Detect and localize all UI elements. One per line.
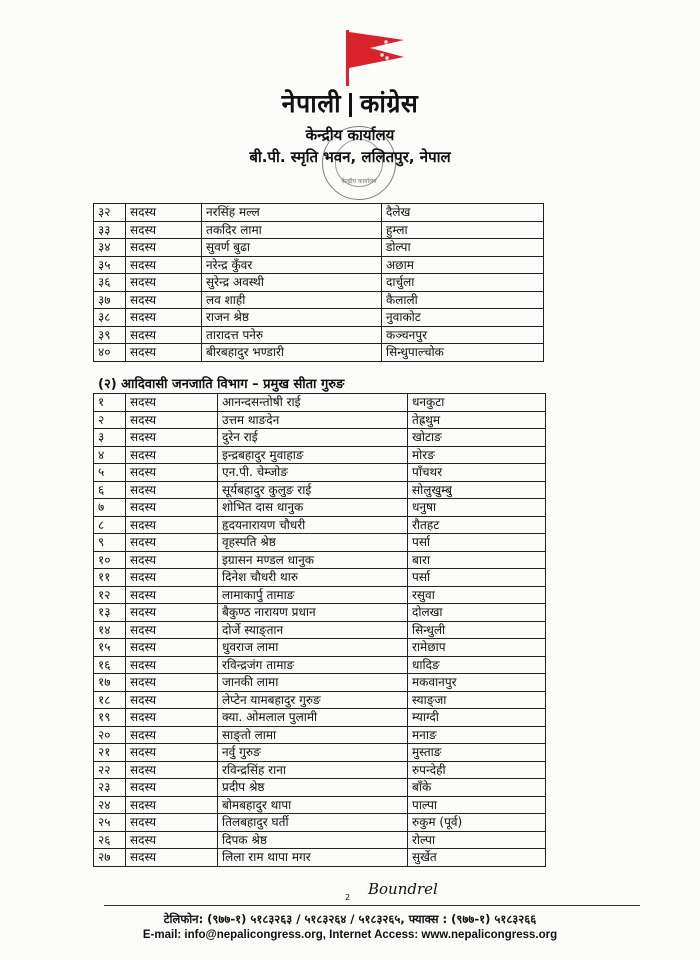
cell-name: आनन्दसन्तोषी राई — [218, 394, 408, 412]
cell-name: राजन श्रेष्ठ — [202, 309, 382, 327]
cell-district: बाँके — [408, 779, 546, 797]
org-name-right: कांग्रेस — [360, 89, 419, 118]
cell-district: पर्सा — [408, 534, 546, 552]
cell-num: ३८ — [94, 309, 126, 327]
office-address: बी.पी. स्मृति भवन, ललितपुर, नेपाल — [249, 148, 451, 166]
cell-num: ११ — [94, 569, 126, 587]
table-row — [94, 221, 544, 239]
cell-num: १९ — [94, 709, 126, 727]
cell-role: सदस्य — [126, 309, 202, 327]
cell-district: मुस्ताङ — [408, 744, 546, 762]
cell-role: सदस्य — [126, 551, 218, 569]
cell-role: सदस्य — [126, 516, 218, 534]
cell-role: सदस्य — [126, 256, 202, 274]
cell-num: १३ — [94, 604, 126, 622]
cell-num: २७ — [94, 849, 126, 867]
cell-num: १४ — [94, 621, 126, 639]
cell-role: सदस्य — [126, 726, 218, 744]
cell-district: धनकुटा — [408, 394, 546, 412]
cell-district: मकवानपुर — [408, 674, 546, 692]
cell-district: तेह्रथुम — [408, 411, 546, 429]
table-row — [94, 429, 546, 447]
cell-district: सिन्धुपाल्चोक — [382, 344, 544, 362]
cell-role: सदस्य — [126, 446, 218, 464]
cell-district: मोरङ — [408, 446, 546, 464]
table-row — [94, 639, 546, 657]
cell-num: १६ — [94, 656, 126, 674]
table-row — [94, 516, 546, 534]
table-row — [94, 499, 546, 517]
org-name — [0, 86, 700, 120]
cell-num: १८ — [94, 691, 126, 709]
cell-district: धादिङ — [408, 656, 546, 674]
table-row — [94, 744, 546, 762]
cell-num: ३२ — [94, 204, 126, 222]
cell-district: रसुवा — [408, 586, 546, 604]
section-2-heading: (२) आदिवासी जनजाति विभाग – प्रमुख सीता गुरुङ — [98, 377, 345, 392]
table-row — [94, 779, 546, 797]
footer-divider — [104, 905, 640, 906]
cell-district: दोलखा — [408, 604, 546, 622]
table-row — [94, 326, 544, 344]
cell-role: सदस्य — [126, 239, 202, 257]
cell-district: बारा — [408, 551, 546, 569]
cell-district: पाल्पा — [408, 796, 546, 814]
signature-mark: 2 — [345, 893, 351, 902]
cell-num: २६ — [94, 831, 126, 849]
cell-district: मनाङ — [408, 726, 546, 744]
cell-num: ४ — [94, 446, 126, 464]
cell-district: कञ्चनपुर — [382, 326, 544, 344]
cell-name: तकदिर लामा — [202, 221, 382, 239]
cell-name: सूर्यबहादुर कुलुङ राई — [218, 481, 408, 499]
cell-name: उत्तम थाङदेन — [218, 411, 408, 429]
table-row — [94, 569, 546, 587]
cell-role: सदस्य — [126, 586, 218, 604]
cell-role: सदस्य — [126, 656, 218, 674]
table-row — [94, 446, 546, 464]
cell-num: २१ — [94, 744, 126, 762]
table-row — [94, 239, 544, 257]
cell-num: १२ — [94, 586, 126, 604]
member-table-2-body — [94, 394, 546, 867]
cell-num: ३९ — [94, 326, 126, 344]
cell-name: जानकी लामा — [218, 674, 408, 692]
cell-role: सदस्य — [126, 221, 202, 239]
cell-district: म्याग्दी — [408, 709, 546, 727]
footer-contact: E-mail: info@nepalicongress.org, Internet Access: www.nepalicongress.org — [142, 929, 558, 941]
cell-name: धुवराज लामा — [218, 639, 408, 657]
footer-phone: टेलिफोन: (९७७-१) ५१८३२६३ / ५१८३२६४ / ५१८३२६५, फ्याक्स : (९७७-१) ५१८३२६६ — [163, 912, 537, 926]
cell-name: नरेन्द्र कुँवर — [202, 256, 382, 274]
cell-name: बीरबहादुर भण्डारी — [202, 344, 382, 362]
cell-num: ४० — [94, 344, 126, 362]
cell-role: सदस्य — [126, 464, 218, 482]
cell-num: ३ — [94, 429, 126, 447]
cell-name: हृदयनारायण चौधरी — [218, 516, 408, 534]
member-table-1 — [93, 203, 544, 362]
cell-role: सदस्य — [126, 849, 218, 867]
cell-name: एन.पी. चेम्जोङ — [218, 464, 408, 482]
cell-district: अछाम — [382, 256, 544, 274]
table-row — [94, 309, 544, 327]
table-row — [94, 256, 544, 274]
cell-name: क्या. ओमलाल पुलामी — [218, 709, 408, 727]
cell-district: खोटाङ — [408, 429, 546, 447]
cell-role: सदस्य — [126, 344, 202, 362]
table-row — [94, 586, 546, 604]
cell-name: रविन्द्रसिंह राना — [218, 761, 408, 779]
cell-name: शोभित दास धानुक — [218, 499, 408, 517]
cell-district: धनुषा — [408, 499, 546, 517]
table-row — [94, 709, 546, 727]
org-name-left: नेपाली — [281, 89, 342, 118]
table-row — [94, 621, 546, 639]
table-row — [94, 344, 544, 362]
cell-name: नरसिंह मल्ल — [202, 204, 382, 222]
cell-role: सदस्य — [126, 709, 218, 727]
cell-num: १० — [94, 551, 126, 569]
cell-name: बैकुण्ठ नारायण प्रधान — [218, 604, 408, 622]
cell-district: नुवाकोट — [382, 309, 544, 327]
cell-district: रुपन्देही — [408, 761, 546, 779]
cell-name: तिलबहादुर घर्ती — [218, 814, 408, 832]
table-row — [94, 674, 546, 692]
cell-num: ३७ — [94, 291, 126, 309]
cell-role: सदस्य — [126, 429, 218, 447]
cell-num: ७ — [94, 499, 126, 517]
cell-num: ३३ — [94, 221, 126, 239]
cell-name: दोर्जे स्याङ्तान — [218, 621, 408, 639]
cell-role: सदस्य — [126, 831, 218, 849]
cell-num: २४ — [94, 796, 126, 814]
cell-district: रामेछाप — [408, 639, 546, 657]
cell-role: सदस्य — [126, 691, 218, 709]
table-row — [94, 291, 544, 309]
table-row — [94, 551, 546, 569]
cell-district: पाँचथर — [408, 464, 546, 482]
cell-num: ८ — [94, 516, 126, 534]
cell-num: १७ — [94, 674, 126, 692]
cell-name: नर्वु गुरुङ — [218, 744, 408, 762]
signature: Boundrel — [368, 880, 438, 898]
cell-district: स्याङ्जा — [408, 691, 546, 709]
cell-name: लव शाही — [202, 291, 382, 309]
cell-num: २३ — [94, 779, 126, 797]
cell-role: सदस्य — [126, 796, 218, 814]
table-row — [94, 814, 546, 832]
cell-district: हुम्ला — [382, 221, 544, 239]
cell-district: कैलाली — [382, 291, 544, 309]
cell-role: सदस्य — [126, 744, 218, 762]
cell-name: दिनेश चौधरी थारु — [218, 569, 408, 587]
cell-name: साङ्तो लामा — [218, 726, 408, 744]
office-seal-text: केन्द्रीय कार्यालय — [341, 178, 377, 185]
cell-district: रौतहट — [408, 516, 546, 534]
cell-district: रुकुम (पूर्व) — [408, 814, 546, 832]
cell-role: सदस्य — [126, 411, 218, 429]
office-title: केन्द्रीय कार्यालय — [305, 126, 395, 144]
cell-district: पर्सा — [408, 569, 546, 587]
cell-name: वृहस्पति श्रेष्ठ — [218, 534, 408, 552]
cell-name: सुवर्ण बुढा — [202, 239, 382, 257]
cell-num: ५ — [94, 464, 126, 482]
cell-name: बोमबहादुर थापा — [218, 796, 408, 814]
cell-num: ३६ — [94, 274, 126, 292]
cell-role: सदस्य — [126, 481, 218, 499]
cell-name: दुरेन राई — [218, 429, 408, 447]
cell-num: ३५ — [94, 256, 126, 274]
cell-role: सदस्य — [126, 621, 218, 639]
cell-num: १ — [94, 394, 126, 412]
table-row — [94, 831, 546, 849]
cell-name: दिपक श्रेष्ठ — [218, 831, 408, 849]
cell-num: २० — [94, 726, 126, 744]
cell-district: डोल्पा — [382, 239, 544, 257]
cell-role: सदस्य — [126, 534, 218, 552]
cell-role: सदस्य — [126, 394, 218, 412]
cell-role: सदस्य — [126, 674, 218, 692]
cell-role: सदस्य — [126, 761, 218, 779]
cell-district: दार्चुला — [382, 274, 544, 292]
cell-name: सुरेन्द्र अवस्थी — [202, 274, 382, 292]
cell-name: रविन्द्रजंग तामाङ — [218, 656, 408, 674]
cell-name: तारादत्त पनेरु — [202, 326, 382, 344]
member-table-2 — [93, 393, 546, 867]
cell-role: सदस्य — [126, 326, 202, 344]
cell-name: लिला राम थापा मगर — [218, 849, 408, 867]
cell-district: रोल्पा — [408, 831, 546, 849]
table-row — [94, 464, 546, 482]
table-row — [94, 726, 546, 744]
table-row — [94, 411, 546, 429]
table-row — [94, 204, 544, 222]
cell-role: सदस्य — [126, 204, 202, 222]
cell-num: २२ — [94, 761, 126, 779]
cell-district: सिन्धुली — [408, 621, 546, 639]
cell-num: १५ — [94, 639, 126, 657]
cell-role: सदस्य — [126, 569, 218, 587]
cell-role: सदस्य — [126, 639, 218, 657]
cell-role: सदस्य — [126, 779, 218, 797]
cell-num: २ — [94, 411, 126, 429]
cell-name: प्रदीप श्रेष्ठ — [218, 779, 408, 797]
table-row — [94, 761, 546, 779]
cell-district: सुर्खेत — [408, 849, 546, 867]
table-row — [94, 534, 546, 552]
cell-role: सदस्य — [126, 604, 218, 622]
org-name-separator — [349, 93, 352, 117]
table-row — [94, 849, 546, 867]
cell-num: ३४ — [94, 239, 126, 257]
table-row — [94, 274, 544, 292]
table-row — [94, 394, 546, 412]
member-table-1-body — [94, 204, 544, 362]
cell-role: सदस्य — [126, 274, 202, 292]
cell-role: सदस्य — [126, 814, 218, 832]
cell-role: सदस्य — [126, 499, 218, 517]
table-row — [94, 604, 546, 622]
cell-name: इग्रासन मण्डल धानुक — [218, 551, 408, 569]
cell-num: ६ — [94, 481, 126, 499]
cell-name: इन्द्रबहादुर मुवाहाङ — [218, 446, 408, 464]
cell-role: सदस्य — [126, 291, 202, 309]
table-row — [94, 796, 546, 814]
cell-district: दैलेख — [382, 204, 544, 222]
cell-name: लामाकार्पु तामाङ — [218, 586, 408, 604]
table-row — [94, 656, 546, 674]
party-flag-icon — [342, 30, 412, 86]
table-row — [94, 691, 546, 709]
table-row — [94, 481, 546, 499]
cell-num: ९ — [94, 534, 126, 552]
cell-num: २५ — [94, 814, 126, 832]
cell-district: सोलुखुम्बु — [408, 481, 546, 499]
cell-name: लेप्टेन यामबहादुर गुरुङ — [218, 691, 408, 709]
